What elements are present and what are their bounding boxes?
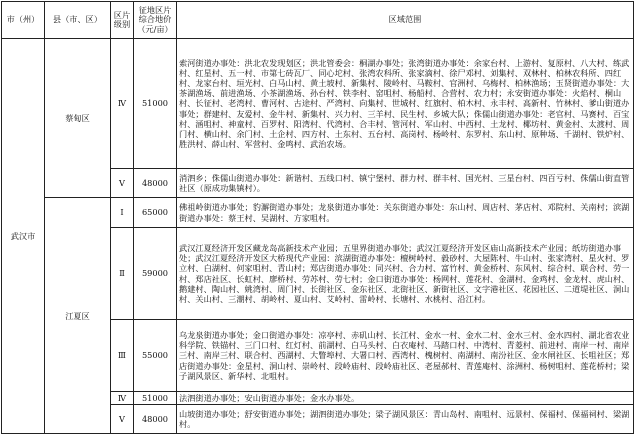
price-cell: 51000: [134, 392, 177, 405]
range-cell: 乌龙泉街道办事处；金口街道办事处：凉亭村、赤矶山村、长江村、金水一村、金水二村、金水三村、金水四村、湖北省农业科学院、铁锚村、三门口村、红灯村、前湖村、白马头村、白衣庵村、马踏口村、中湾村、青菱村、前进村、南岸一村、南岸三村、南岸三村、联合村、西湖村、大瞥埠村、大署口村、西湾村、槐树村、南湖村、南汾社区、金水闸社区、长咀社区；郑店街道办事处：金星村、洞山村、崇岭村、段岭庙村、段岭庙社区、老屋郝村、青莲庵村、涂洲村、杨树咀村、莲花桥村；梁子湖风景区、新华村、北咀村。: [177, 320, 634, 392]
table-row: [2, 39, 634, 169]
land-price-table: [1, 1, 634, 434]
level-cell: Ⅳ: [111, 39, 134, 169]
header-price: 征地区片综合地价（元/亩）: [134, 2, 177, 39]
price-cell: 59000: [134, 228, 177, 320]
price-cell: 48000: [134, 169, 177, 198]
level-cell: Ⅲ: [111, 320, 134, 392]
level-cell: Ⅱ: [111, 228, 134, 320]
header-city: 市（州）: [2, 2, 45, 39]
range-cell: 索河街道办事处：洪北农发现划区；洪北管委会：桐湖办事处；张湾街道办事处：余家台村、上游村、复原村、八大村、练武村、红星村、五一村、市第七砖瓦厂、同心坨村、张湾农科所、张家滴村、徐尸邓村、刘集村、双林村、柏林农科所、四红村、龙家台村、垣光村、白马山村、黄土坡村、新集村、陵岭村、马鞍村、官洲村、乌梅村、柏林渔场；玉贤街道办事处：大茶湖渔场、前进渔场、小茶湖渔场、孙台村、铁李村、窑咀村、杨船村、合营村、农力村；永安街道办事处：火焰村、桐山村、长征村、老湾村、曹河村、古途村、严湾村、向集村、世城村、红旗村、柏木村、永丰村、高新村、竹林村、爹山街道办事处；群建村、友爱村、金牛村、新集村、兴力村、三羊村、民生村、乡城大队；侏儒山街道办事处：老官村、马赛村、百宝村、涵咀村、神童村、百罗村、阳湾村、代湾村、合丰村、管河村、军山村、中西村、土龙村、椰坊村、黄金村、太渡村、周门村、横山村、余门村、土企村、四方村、土东村、五台村、高岗村、杨岭村、东罗村、东山村、原种场、千湖村、铁炉村、胜洪村、薛山村、军营村、金鸣村、武治农场。: [177, 39, 634, 169]
header-level: 区片级别: [111, 2, 134, 39]
header-range: 区域范围: [177, 2, 634, 39]
table-header-row: [2, 2, 634, 39]
district-cell-jiangxia: 江夏区: [45, 198, 111, 434]
price-cell: 55000: [134, 320, 177, 392]
table-row: [2, 198, 634, 228]
level-cell: Ⅳ: [111, 392, 134, 405]
price-cell: 48000: [134, 405, 177, 434]
district-cell-caidian: 蔡甸区: [45, 39, 111, 198]
price-cell: 65000: [134, 198, 177, 228]
range-cell: 武汉江夏经济开发区藏龙岛高新技术产业园；五里界街道办事处；武汉江夏经济开发区庙山高新技术产业园；纸坊街道办事处；武汉江夏经济开发区大桥现代产业园：滨湖街道办事处：檀树岭村、毅砂村、大屋陈村、牛山村、张家湾村、星火村、罗立村、白湖村、何家咀村、青山村；郑店街道办事处：同兴村、合力村、富竹村、黄金桥村、东风村、综合村、联合村、劳一村、郑店社区、长虹村、廖桥村、劳苏村、劳七村；金口街道办事处：杨网村、莲花村、金湖村、金鸡村、金龙村、虎山村、鹅建村、陶山村、姚湾村、周门村、长街社区、金东社区、北街社区、新街社区、文字港社区、花园社区、二道堤社区、洞山村、关山村、三潮村、胡岭村、夏山村、艾岭村、雷岭村、长塘村、水桃村、沿江村。: [177, 228, 634, 320]
range-cell: 法泗街道办事处；安山街道办事处；金水办事处。: [177, 392, 634, 405]
price-cell: 51000: [134, 39, 177, 169]
level-cell: Ⅴ: [111, 169, 134, 198]
range-cell: 山坡街道办事处；舒安街道办事处；湖泗街道办事处；梁子湖风景区：青山岛村、南咀村、远景村、保福村、保福祠村、梁湖村。: [177, 405, 634, 434]
range-cell: 佛祖岭街道办事处；豹澥街道办事处；龙泉街道办事处：关东街道办事处：东山村、周店村、茅店村、邓院村、关南村；滨湖街道办事处：蔡王村、吴湖村、方家咀村。: [177, 198, 634, 228]
range-cell: 消泗乡；侏儒山街道办事处：新谐村、五线口村、镇宁堡村、群力村、群丰村、国光村、三星台村、四百亏村、侏儒山街直管社区（原成功集镇村）。: [177, 169, 634, 198]
level-cell: Ⅴ: [111, 405, 134, 434]
level-cell: Ⅰ: [111, 198, 134, 228]
city-cell: 武汉市: [2, 39, 45, 434]
header-county: 县（市、区）: [45, 2, 111, 39]
